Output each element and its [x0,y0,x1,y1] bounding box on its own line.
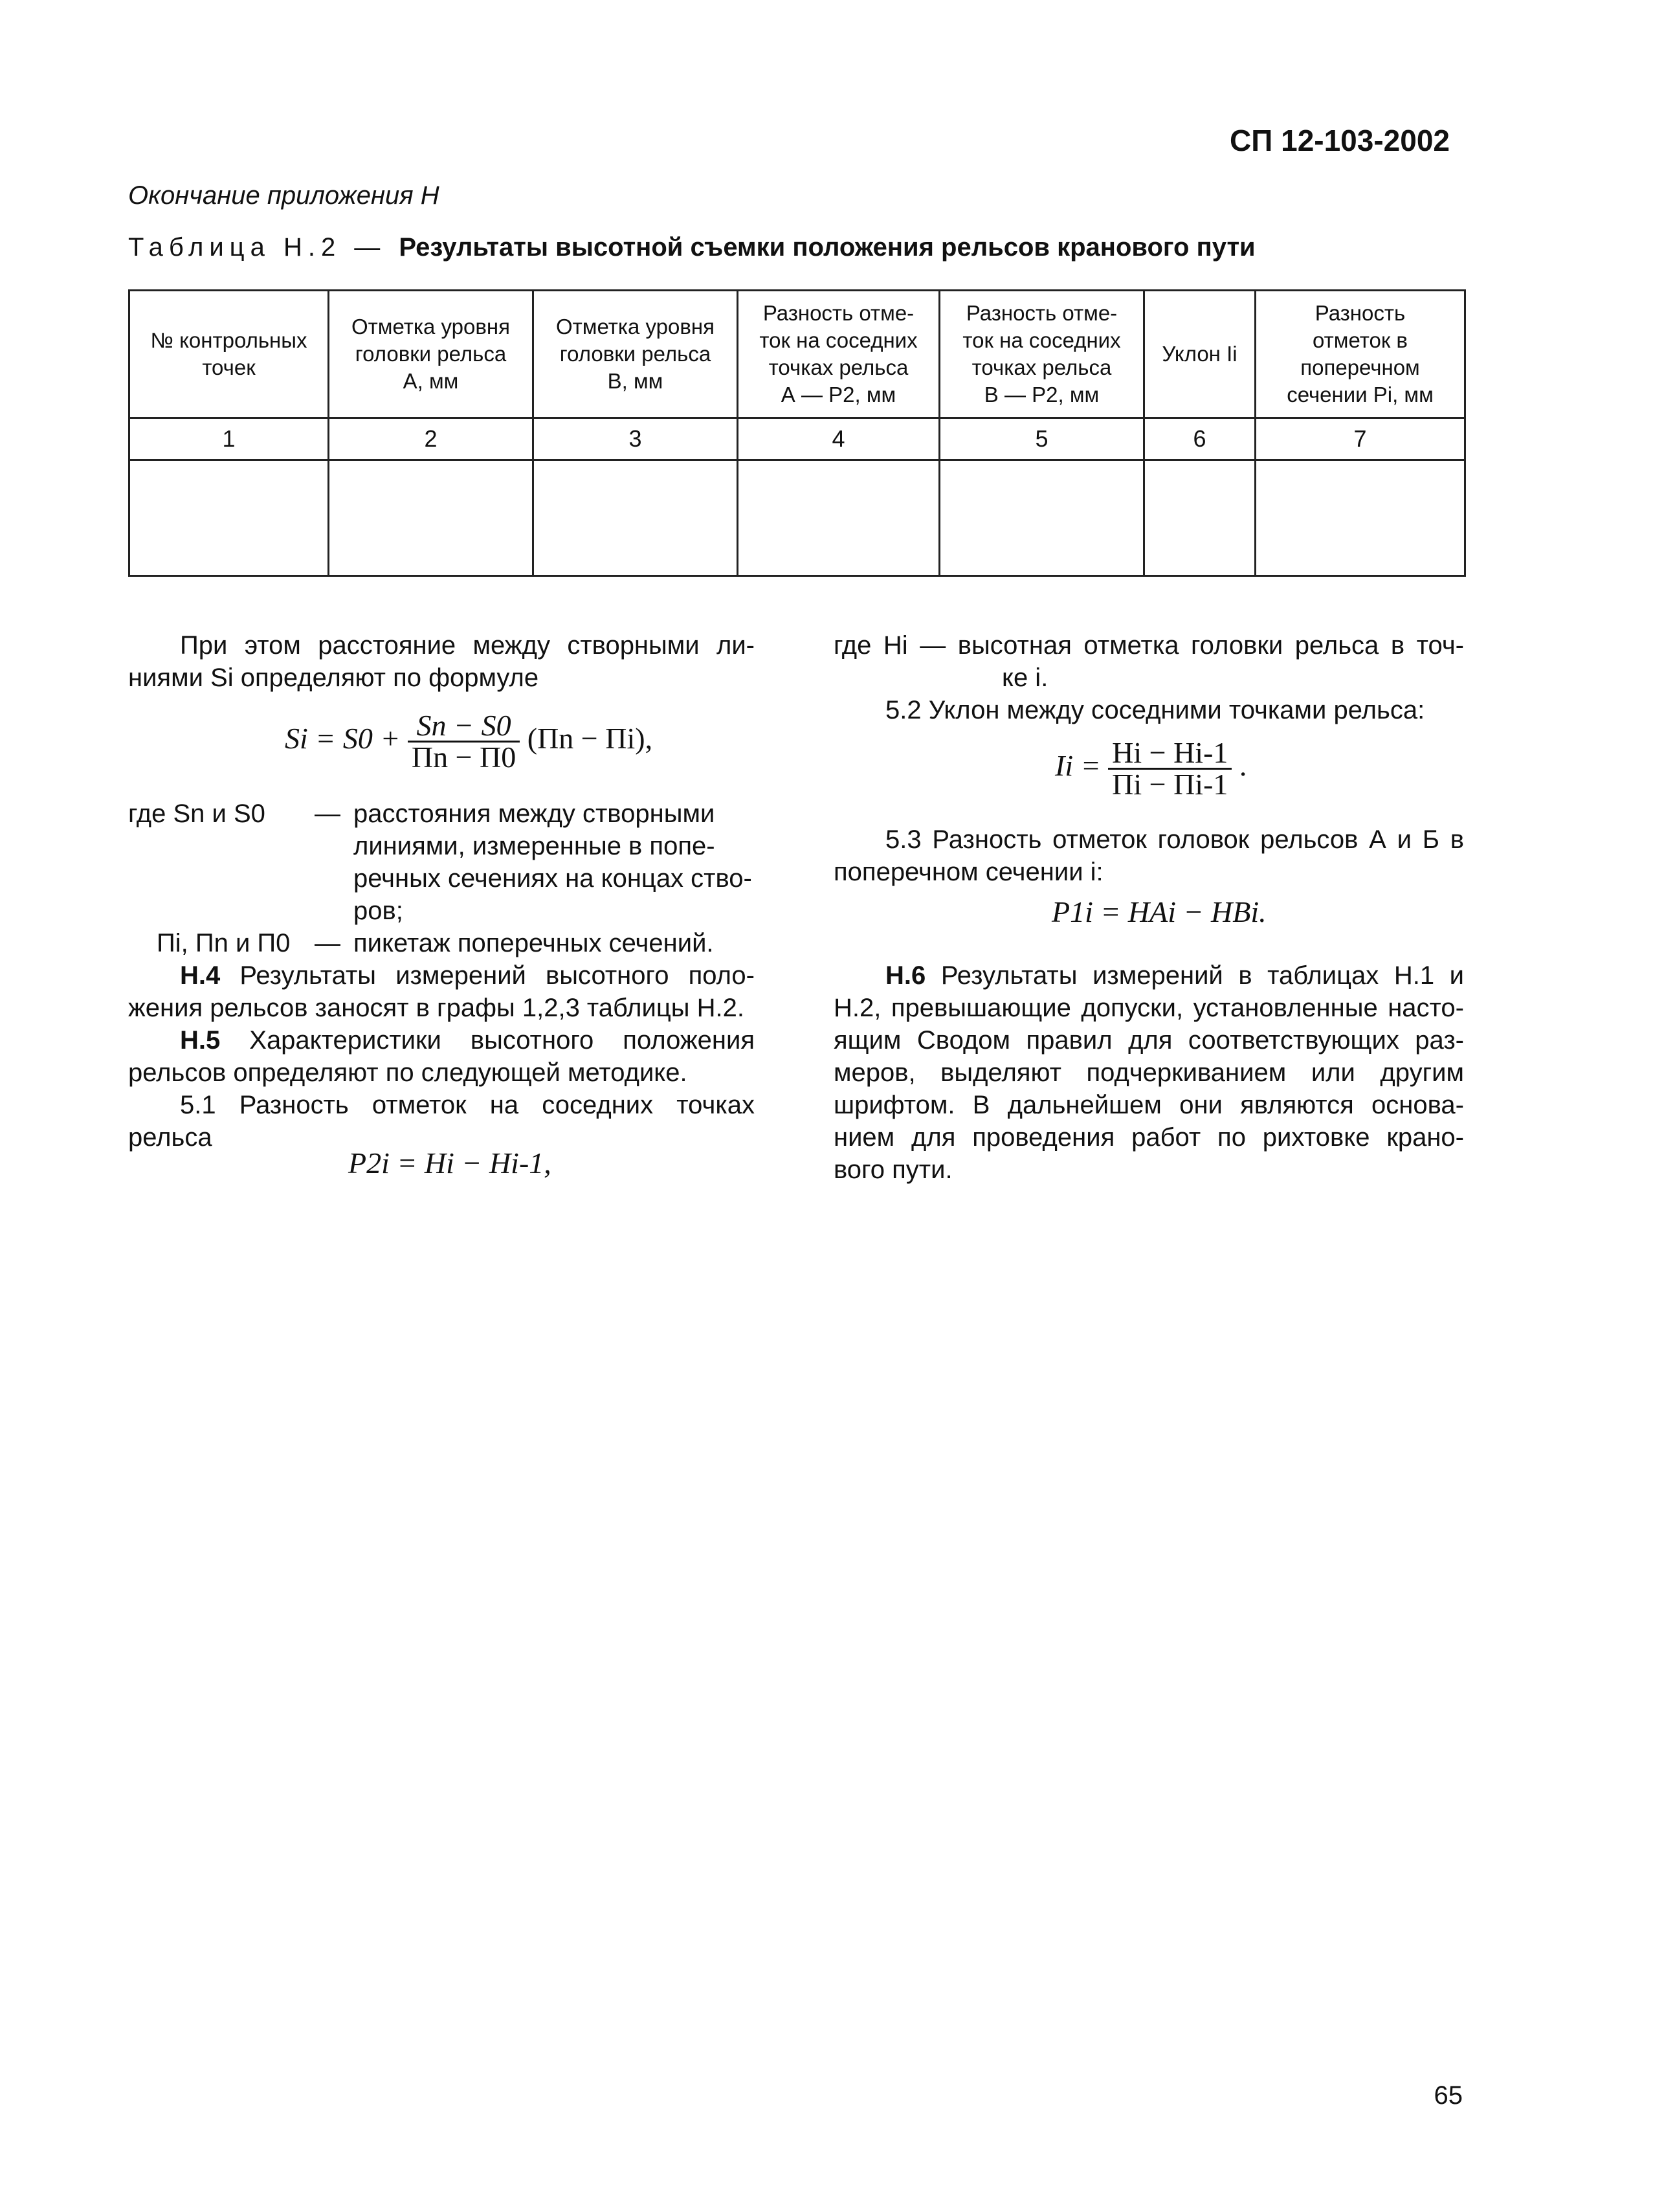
empty-cell [940,460,1144,576]
empty-cell [1144,460,1256,576]
header-cell-diff-a: Разность отме- ток на соседних точках рельса А — Р2, мм [738,291,940,418]
section-h4: Н.4 Результаты измерений высотного поло- жения рельсов заносят в графы 1,2,3 таблицы Н.2. [128,961,755,1022]
header-cell-slope: Уклон Ii [1144,291,1256,418]
table-number-row [129,418,1465,460]
empty-cell [329,460,533,576]
appendix-end-label: Окончание приложения Н [128,181,439,210]
column-number: 7 [1256,418,1465,460]
survey-results-table [128,289,1466,577]
page-number: 65 [1434,2081,1463,2110]
formula-si-fraction: $\frac{Sn - S0}{Пn - П0}$ [408,711,520,772]
header-cell-diff-b: Разность отме- ток на соседних точках рельса В — Р2, мм [940,291,1144,418]
column-number: 3 [533,418,738,460]
h4-label: Н.4 [180,961,221,990]
table-caption-title: Результаты высотной съемки положения рельсов кранового пути [399,233,1256,262]
document-number: СП 12-103-2002 [1230,124,1450,157]
empty-cell [738,460,940,576]
section-h5: Н.5 Характеристики высотного положения рельсов определяют по следующей методике. [128,1026,755,1087]
section-5-1: 5.1 Разность отметок на соседних точках рельса [128,1091,755,1152]
formula-p2: P2i = Hi − Hi-1, [348,1146,551,1179]
header-cell-level-b: Отметка уровня головки рельса В, мм [533,291,738,418]
header-cell-cross-diff: Разность отметок в поперечном сечении Рi, мм [1256,291,1465,418]
column-number: 2 [329,418,533,460]
formula-ii-fraction: $\frac{Hi - Hi-1}{Пi - Пi-1}$ [1108,738,1232,799]
header-cell-points: № контрольных точек [129,291,329,418]
table-empty-row [129,460,1465,576]
table-caption [128,233,1256,262]
definition-sn-s0: где Sn и S0 — расстояния между створными линиями, измеренные в попе- речных сечениях на концах ство- ров; [128,799,752,925]
section-5-3: 5.3 Разность отметок головок рельсов А и Б в поперечном сечении i: [834,825,1464,886]
h6-label: Н.6 [885,961,926,990]
h5-label: Н.5 [180,1026,221,1055]
section-h6: Н.6 Результаты измерений в таблицах Н.1 и Н.2, превышающие допуски, установленные насто- ящим Сводом правил для соответствующих раз- меров, выделяют подчеркиванием или другим шрифтом. В дальнейшем они являются основа- нием для проведения работ по рихтовке кранo- вого пути. [834,961,1464,1184]
empty-cell [129,460,329,576]
empty-cell [1256,460,1465,576]
formula-p1: P1i = HAi − HBi. [1052,895,1267,928]
paragraph-intro: При этом расстояние между створными ли- ниями Si определяют по формуле [128,631,755,692]
column-number: 1 [129,418,329,460]
definition-hi: где Нi — высотная отметка головки рельса в точ- ке i. [834,631,1464,692]
column-number: 6 [1144,418,1256,460]
section-5-2: 5.2 Уклон между соседними точками рельса: [885,696,1425,724]
table-caption-prefix: Таблица Н.2 — [128,233,399,262]
column-number: 5 [940,418,1144,460]
formula-ii: Ii = $\frac{Hi - Hi-1}{Пi - Пi-1}$ . [1055,736,1247,801]
empty-cell [533,460,738,576]
header-cell-level-a: Отметка уровня головки рельса А, мм [329,291,533,418]
formula-si: Si = S0 + $\frac{Sn - S0}{Пn - П0}$ (Пn − Пi), [285,709,653,774]
table-header-row [129,291,1465,418]
column-number: 4 [738,418,940,460]
